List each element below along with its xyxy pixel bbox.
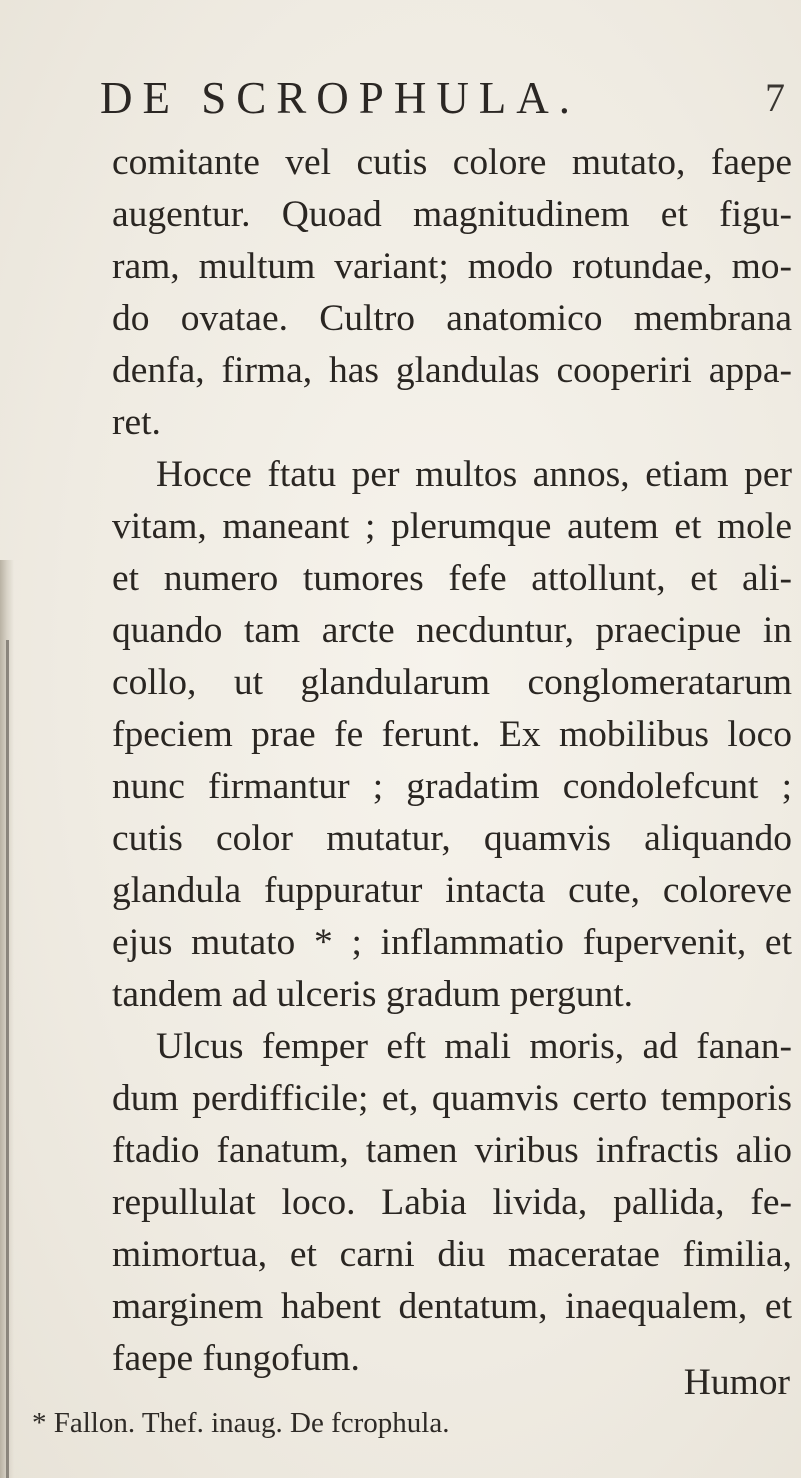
text-line: ftadio fanatum, tamen viribus infractis alio (112, 1130, 792, 1171)
running-head (0, 62, 801, 122)
text-line: faepe fungofum. (112, 1338, 360, 1379)
text-line: denfa, firma, has glandulas cooperiri appa- (112, 350, 792, 391)
text-line: ret. (112, 402, 161, 443)
text-line: mimortua, et carni diu maceratae fimilia, (112, 1234, 792, 1275)
page-number: 7 (765, 75, 785, 120)
text-line: do ovatae. Cultro anatomico membrana (112, 298, 792, 339)
binding-edge (6, 640, 9, 1478)
footnote: * Fallon. Thef. inaug. De fcrophula. (32, 1407, 450, 1439)
running-title: DE SCROPHULA. (100, 73, 581, 123)
text-line: Ulcus femper eft mali moris, ad fanan- (156, 1026, 792, 1067)
text-line: vitam, maneant ; plerumque autem et mole (112, 506, 792, 547)
text-line: collo, ut glandularum conglomeratarum (112, 662, 792, 703)
text-line: repullulat loco. Labia livida, pallida, fe- (112, 1182, 792, 1223)
catchword: Humor (683, 1362, 790, 1403)
text-line: ejus mutato * ; inflammatio fupervenit, et (112, 922, 792, 963)
text-line: nunc firmantur ; gradatim condolefcunt ; (112, 766, 792, 807)
text-line: marginem habent dentatum, inaequalem, et (112, 1286, 792, 1327)
text-line: glandula fuppuratur intacta cute, coloreve (112, 870, 792, 911)
text-line: cutis color mutatur, quamvis aliquando (112, 818, 792, 859)
text-line: tandem ad ulceris gradum pergunt. (112, 974, 634, 1015)
text-line: et numero tumores fefe attollunt, et ali- (112, 558, 792, 599)
text-line: comitante vel cutis colore mutato, faepe (112, 142, 792, 183)
text-line: augentur. Quoad magnitudinem et figu- (112, 194, 792, 235)
text-line: dum perdifficile; et, quamvis certo temporis (112, 1078, 792, 1119)
text-line: fpeciem prae fe ferunt. Ex mobilibus loco (112, 714, 792, 755)
text-line: quando tam arcte necduntur, praecipue in (112, 610, 792, 651)
text-line: ram, multum variant; modo rotundae, mo- (112, 246, 792, 287)
text-line: Hocce ftatu per multos annos, etiam per (156, 454, 792, 495)
